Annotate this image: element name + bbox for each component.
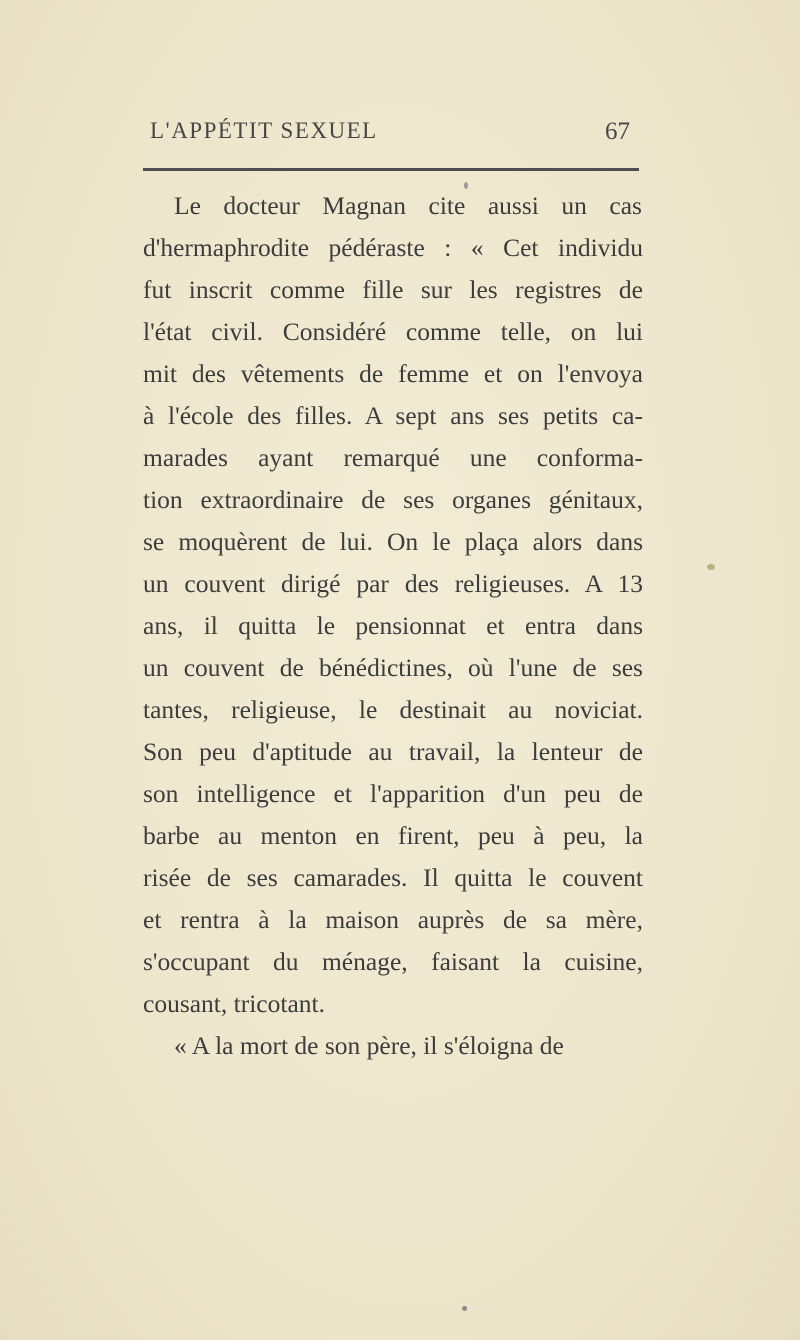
paper-speck [464,182,468,189]
text-line: « A la mort de son père, il s'éloigna de [174,1031,564,1060]
text-line: s'occupant du ménage, faisant la cuisine, [143,947,643,976]
paper-speck [462,1306,467,1311]
text-line: marades ayant remarqué une conforma- [143,443,643,472]
text-line: tion extraordinaire de ses organes génitaux, [143,485,643,514]
text-line: son intelligence et l'apparition d'un peu de [143,779,643,808]
page-header [150,118,630,152]
header-rule [143,168,639,171]
text-line: l'état civil. Considéré comme telle, on lui [143,317,643,346]
text-line: et rentra à la maison auprès de sa mère, [143,905,643,934]
text-line: mit des vêtements de femme et on l'envoya [143,359,643,388]
text-line: tantes, religieuse, le destinait au noviciat. [143,695,643,724]
text-line: Le docteur Magnan cite aussi un cas [174,191,642,220]
text-line: Son peu d'aptitude au travail, la lenteur de [143,737,643,766]
page-number: 67 [605,118,630,145]
text-line: ans, il quitta le pensionnat et entra dans [143,611,643,640]
text-line: cousant, tricotant. [143,989,325,1018]
text-line: se moquèrent de lui. On le plaça alors dans [143,527,643,556]
text-line: barbe au menton en firent, peu à peu, la [143,821,643,850]
paper-speck [707,564,715,570]
text-line: un couvent dirigé par des religieuses. A 13 [143,569,643,598]
running-title: L'APPÉTIT SEXUEL [150,118,378,143]
text-line: un couvent de bénédictines, où l'une de ses [143,653,643,682]
text-line: risée de ses camarades. Il quitta le couvent [143,863,643,892]
text-line: fut inscrit comme fille sur les registres de [143,275,643,304]
text-line: d'hermaphrodite pédéraste : « Cet individu [143,233,643,262]
text-line: à l'école des filles. A sept ans ses petits ca- [143,401,643,430]
